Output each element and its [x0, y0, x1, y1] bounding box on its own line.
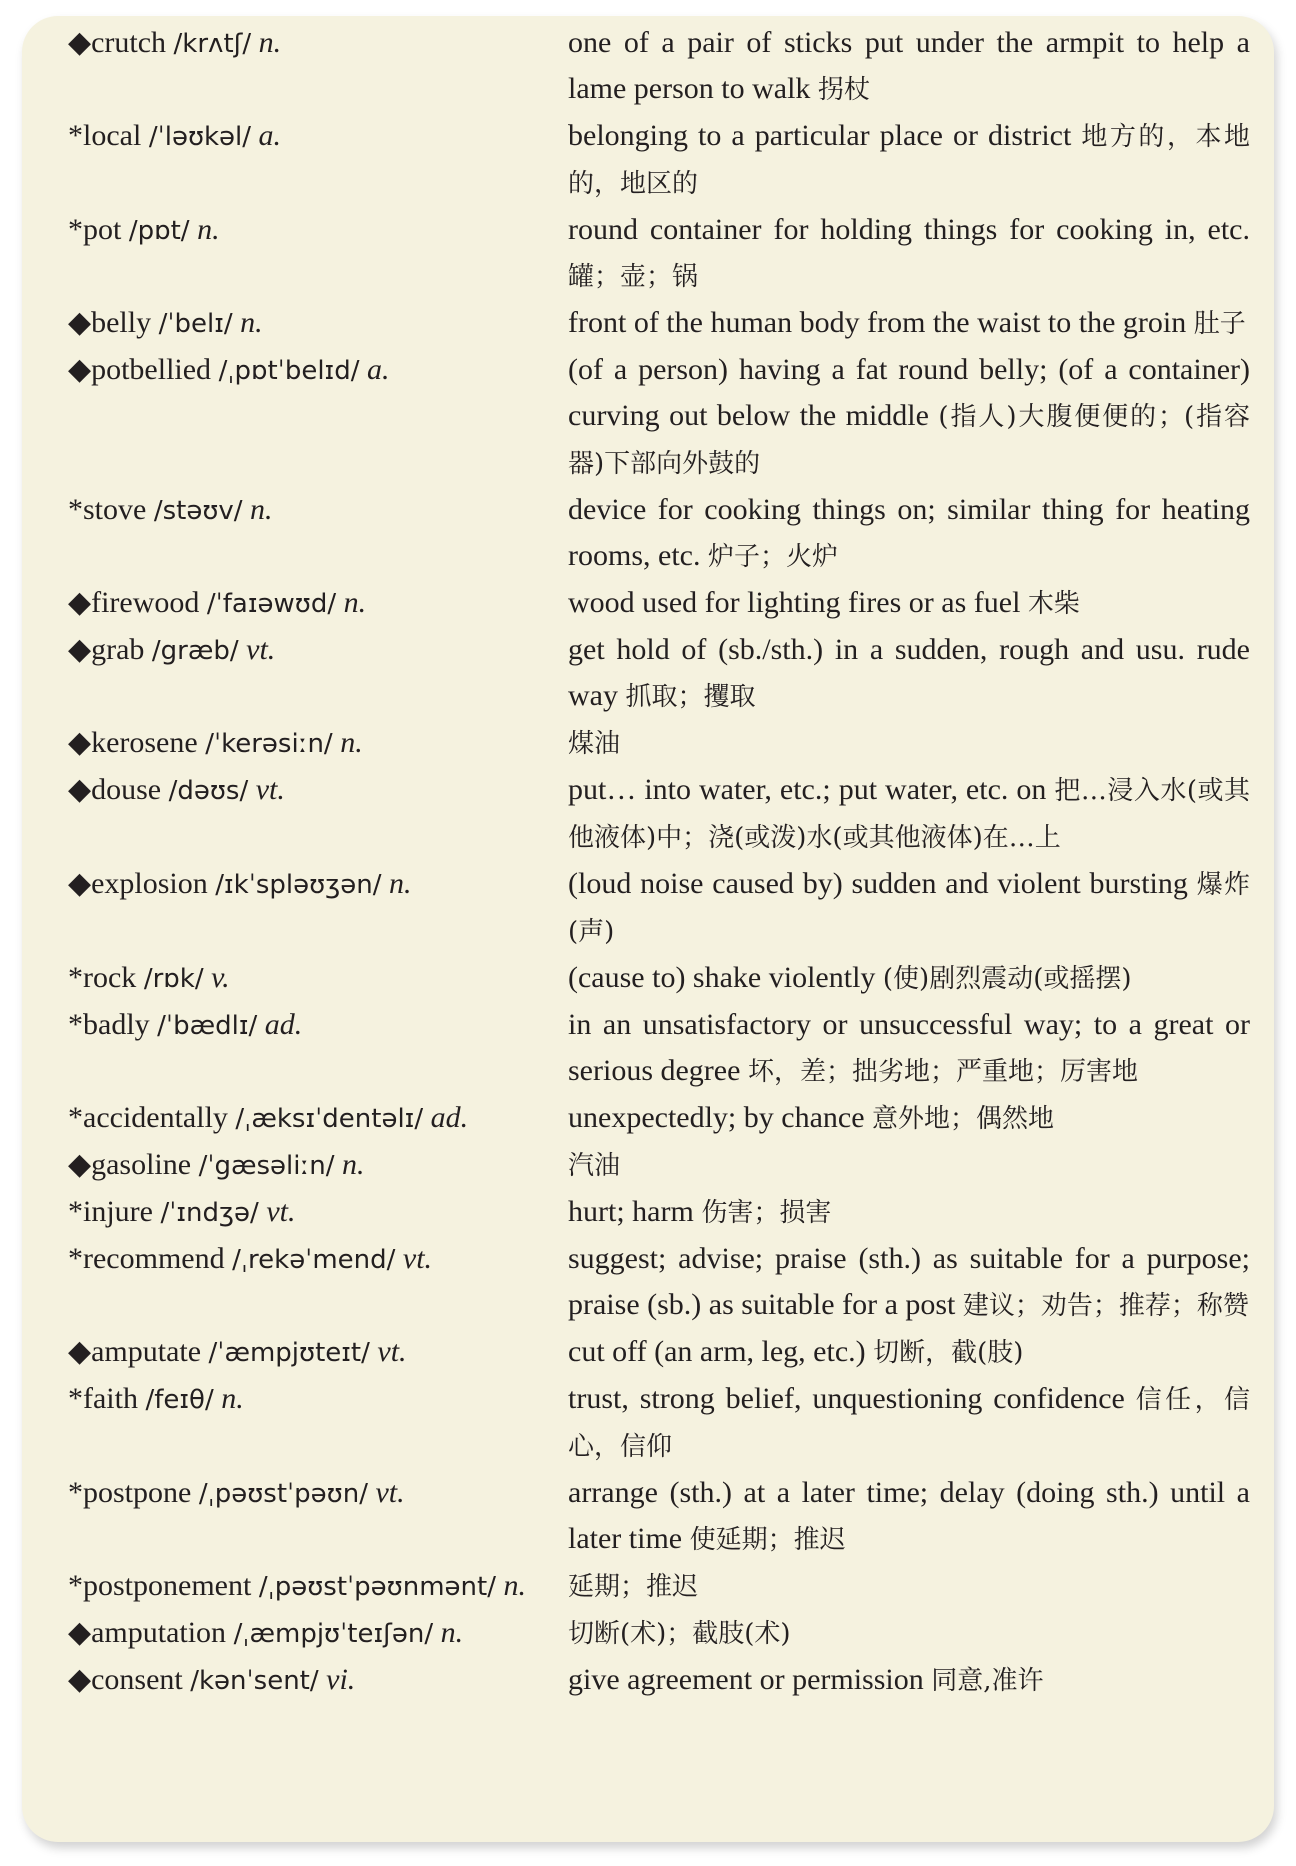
vocabulary-entry	[48, 487, 1274, 580]
entry-phonetic: /ˈæmpjʊteɪt/	[208, 1338, 370, 1368]
entry-definition	[568, 627, 1250, 720]
entry-part-of-speech: n.	[388, 867, 412, 900]
entry-marker: ◆	[68, 726, 92, 759]
entry-definition	[568, 1329, 1250, 1376]
entry-phonetic: /stəʊv/	[153, 496, 243, 526]
entry-headword	[48, 487, 568, 580]
entry-marker: ◆	[68, 1616, 92, 1649]
entry-word: injure	[83, 1195, 153, 1228]
entry-phonetic: /dəʊs/	[168, 776, 249, 806]
entry-headword	[48, 1329, 568, 1376]
entry-definition-cn: 意外地；偶然地	[872, 1104, 1055, 1134]
entry-headword	[48, 1470, 568, 1563]
entry-part-of-speech: n.	[503, 1569, 526, 1602]
entry-part-of-speech: vt.	[246, 633, 276, 666]
entry-definition-cn: 伤害；损害	[701, 1198, 832, 1228]
entry-marker: ◆	[68, 1148, 92, 1181]
entry-marker: ◆	[68, 353, 92, 386]
entry-definition-en: cut off (an arm, leg, etc.)	[568, 1335, 866, 1368]
entry-marker: *	[68, 1569, 83, 1602]
entry-definition	[568, 767, 1250, 861]
entry-definition-cn: 抓取；攫取	[625, 682, 756, 712]
entry-definition-cn: 延期；推迟	[568, 1572, 699, 1602]
entry-phonetic: /ˈkerəsiːn/	[205, 729, 333, 759]
entry-definition-cn: 肚子	[1193, 309, 1246, 339]
entry-phonetic: /ˌæmpjʊˈteɪʃən/	[233, 1619, 434, 1649]
entry-word: grab	[91, 633, 145, 666]
vocabulary-entry	[48, 20, 1274, 113]
entry-definition-cn: 使延期；推迟	[689, 1525, 846, 1555]
entry-word: douse	[91, 773, 162, 806]
entry-marker: ◆	[68, 633, 92, 666]
entry-definition-cn: 汽油	[568, 1151, 621, 1181]
entry-part-of-speech: n.	[221, 1382, 244, 1415]
entry-marker: *	[68, 1476, 83, 1509]
vocabulary-entry	[48, 1610, 1274, 1657]
entry-definition-en: get hold of (sb./sth.) in a sudden, rough and usu. rude way	[568, 633, 1250, 712]
entry-marker: ◆	[68, 586, 92, 619]
vocabulary-entry	[48, 347, 1274, 487]
vocabulary-entry	[48, 207, 1274, 300]
entry-word: firewood	[91, 586, 200, 619]
entry-definition-cn: 炉子；火炉	[707, 542, 838, 572]
entry-headword	[48, 627, 568, 720]
entry-definition-cn: 罐；壶；锅	[568, 262, 699, 292]
entry-marker: *	[68, 1008, 83, 1041]
entry-headword	[48, 767, 568, 861]
entry-part-of-speech: vi.	[326, 1663, 356, 1696]
entry-phonetic: /ˌrekəˈmend/	[232, 1245, 396, 1275]
entry-definition-en: device for cooking things on; similar thing for heating rooms, etc.	[568, 493, 1250, 572]
entry-phonetic: /rɒk/	[143, 964, 204, 994]
vocabulary-entry	[48, 300, 1274, 347]
vocabulary-entry	[48, 767, 1274, 861]
entry-word: stove	[83, 493, 147, 526]
entry-definition-cn: (指人)大腹便便的；(指容器)下部向外鼓的	[568, 402, 1251, 479]
entry-definition-en: front of the human body from the waist to the groin	[568, 306, 1187, 339]
entry-phonetic: /pɒt/	[128, 216, 190, 246]
entry-part-of-speech: n.	[250, 493, 273, 526]
entry-definition	[568, 1236, 1250, 1329]
entry-headword	[48, 1563, 568, 1610]
entry-marker: ◆	[68, 867, 92, 900]
entry-marker: ◆	[68, 1663, 92, 1696]
entry-definition-en: (of a person) having a fat round belly; (of a container) curving out below the middle	[568, 353, 1250, 432]
vocabulary-entry	[48, 720, 1274, 767]
entry-definition	[568, 720, 1250, 767]
entry-phonetic: /kənˈsent/	[190, 1666, 319, 1696]
entry-part-of-speech: n.	[340, 726, 363, 759]
entry-part-of-speech: ad.	[430, 1101, 469, 1134]
entry-phonetic: /græb/	[151, 636, 239, 666]
entry-part-of-speech: n.	[197, 213, 220, 246]
entry-definition	[568, 1563, 1250, 1610]
entry-definition	[568, 1657, 1250, 1704]
entry-definition-en: belonging to a particular place or district	[568, 119, 1072, 152]
entry-definition	[568, 1002, 1250, 1095]
entry-definition-en: (loud noise caused by) sudden and violent bursting	[568, 867, 1188, 900]
entry-definition	[568, 207, 1250, 300]
entry-word: local	[83, 119, 142, 152]
vocabulary-card	[22, 16, 1274, 1842]
entry-headword	[48, 1657, 568, 1704]
entry-marker: ◆	[68, 773, 92, 806]
entry-marker: ◆	[68, 306, 92, 339]
entry-definition	[568, 1470, 1250, 1563]
entry-definition	[568, 347, 1250, 487]
entry-headword	[48, 1142, 568, 1189]
entry-phonetic: /ˌpəʊstˈpəʊnmənt/	[258, 1572, 496, 1602]
entry-phonetic: /ˌpəʊstˈpəʊn/	[198, 1479, 368, 1509]
entry-definition	[568, 20, 1250, 113]
entry-definition-en: put… into water, etc.; put water, etc. on	[568, 773, 1047, 806]
entry-phonetic: /ˈɪndʒə/	[160, 1198, 259, 1228]
vocabulary-entry	[48, 1563, 1274, 1610]
entry-headword	[48, 1002, 568, 1095]
entry-part-of-speech: vt.	[266, 1195, 296, 1228]
entry-phonetic: /krʌtʃ/	[173, 29, 252, 59]
entry-part-of-speech: n.	[343, 586, 367, 619]
entry-definition-en: give agreement or permission	[568, 1663, 924, 1696]
entry-definition-en: one of a pair of sticks put under the armpit to help a lame person to walk	[568, 26, 1250, 105]
entry-word: recommend	[83, 1242, 225, 1275]
entry-definition-en: suggest; advise; praise (sth.) as suitable for a purpose; praise (sb.) as suitable for a post	[568, 1242, 1250, 1321]
vocabulary-entry	[48, 1376, 1274, 1470]
entry-word: potbellied	[91, 353, 212, 386]
entry-headword	[48, 300, 568, 347]
entry-definition	[568, 861, 1250, 955]
entry-definition-en: hurt; harm	[568, 1195, 694, 1228]
entry-definition-cn: 信任，信心，信仰	[568, 1385, 1250, 1462]
entry-part-of-speech: ad.	[264, 1008, 303, 1041]
entry-definition-cn: 爆炸(声)	[568, 870, 1250, 947]
entry-phonetic: /feɪθ/	[145, 1385, 214, 1415]
entry-definition-en: (cause to) shake violently	[568, 961, 876, 994]
entry-definition-en: wood used for lighting fires or as fuel	[568, 586, 1021, 619]
entry-definition-cn: 切断(术)；截肢(术)	[568, 1619, 791, 1649]
entry-word: rock	[83, 961, 137, 994]
entry-definition	[568, 1189, 1250, 1236]
entry-phonetic: /ɪkˈspləʊʒən/	[215, 870, 382, 900]
entry-definition-en: in an unsatisfactory or unsuccessful way; to a great or serious degree	[568, 1008, 1250, 1087]
entry-part-of-speech: vt.	[402, 1242, 433, 1275]
vocabulary-entry	[48, 1657, 1274, 1704]
entry-part-of-speech: n.	[258, 26, 282, 59]
entry-marker: *	[68, 961, 83, 994]
entry-headword	[48, 955, 568, 1002]
entry-definition	[568, 1142, 1250, 1189]
vocabulary-entry	[48, 955, 1274, 1002]
entry-definition-cn: 建议；劝告；推荐；称赞	[962, 1291, 1249, 1321]
entry-definition	[568, 300, 1250, 347]
entry-phonetic: /ˌæksɪˈdentəlɪ/	[235, 1104, 424, 1134]
vocabulary-entry	[48, 1095, 1274, 1142]
entry-word: amputate	[91, 1335, 202, 1368]
entry-definition-cn: 同意,准许	[931, 1666, 1044, 1696]
entry-marker: *	[68, 119, 83, 152]
entry-headword	[48, 1095, 568, 1142]
entry-part-of-speech: n.	[440, 1616, 464, 1649]
entry-word: postponement	[83, 1569, 252, 1602]
entry-headword	[48, 720, 568, 767]
entry-phonetic: /ˈfaɪəwʊd/	[206, 589, 337, 619]
entry-word: pot	[83, 213, 122, 246]
entry-headword	[48, 207, 568, 300]
entry-headword	[48, 580, 568, 627]
entry-definition-en: arrange (sth.) at a later time; delay (doing sth.) until a later time	[568, 1476, 1250, 1555]
entry-part-of-speech: vt.	[377, 1335, 407, 1368]
entry-definition	[568, 113, 1250, 207]
entry-word: postpone	[83, 1476, 192, 1509]
entry-marker: *	[68, 1382, 83, 1415]
entry-word: consent	[91, 1663, 183, 1696]
vocabulary-entry	[48, 1470, 1274, 1563]
vocabulary-entry	[48, 1142, 1274, 1189]
entry-marker: *	[68, 213, 83, 246]
entry-phonetic: /ˈləʊkəl/	[148, 122, 252, 152]
entry-headword	[48, 347, 568, 487]
entry-headword	[48, 861, 568, 955]
entry-part-of-speech: a.	[258, 119, 282, 152]
entry-definition-en: unexpectedly; by chance	[568, 1101, 865, 1134]
entry-definition	[568, 955, 1250, 1002]
entry-headword	[48, 113, 568, 207]
entry-marker: ◆	[68, 26, 92, 59]
entry-definition-cn: 坏，差；拙劣地；严重地；厉害地	[747, 1057, 1138, 1087]
vocabulary-entry	[48, 1002, 1274, 1095]
entry-word: belly	[91, 306, 152, 339]
entry-marker: *	[68, 1101, 83, 1134]
entry-part-of-speech: n.	[342, 1148, 365, 1181]
entry-word: gasoline	[91, 1148, 192, 1181]
entry-headword	[48, 1189, 568, 1236]
entry-definition-en: round container for holding things for cooking in, etc.	[568, 213, 1250, 246]
vocabulary-entry	[48, 1189, 1274, 1236]
entry-marker: ◆	[68, 1335, 92, 1368]
vocabulary-entry	[48, 580, 1274, 627]
vocabulary-entry	[48, 1329, 1274, 1376]
vocabulary-entry	[48, 861, 1274, 955]
vocabulary-list	[48, 20, 1274, 1704]
vocabulary-entry	[48, 113, 1274, 207]
entry-definition-cn: 煤油	[568, 729, 621, 759]
entry-definition	[568, 1610, 1250, 1657]
entry-word: faith	[83, 1382, 138, 1415]
entry-definition-cn: 木柴	[1027, 589, 1080, 619]
entry-word: crutch	[91, 26, 167, 59]
entry-marker: *	[68, 1195, 83, 1228]
entry-definition-cn: 把…浸入水(或其他液体)中；浇(或泼)水(或其他液体)在…上	[568, 776, 1250, 853]
entry-part-of-speech: vt.	[255, 773, 285, 806]
entry-word: explosion	[91, 867, 208, 900]
entry-word: accidentally	[83, 1101, 228, 1134]
entry-definition-cn: (使)剧烈震动(或摇摆)	[882, 964, 1132, 994]
entry-word: amputation	[91, 1616, 227, 1649]
entry-phonetic: /ˈbelɪ/	[158, 309, 233, 339]
vocabulary-entry	[48, 1236, 1274, 1329]
entry-marker: *	[68, 1242, 83, 1275]
entry-part-of-speech: n.	[240, 306, 263, 339]
entry-phonetic: /ˈbædlɪ/	[157, 1011, 258, 1041]
entry-definition-cn: 切断，截(肢)	[873, 1338, 1024, 1368]
entry-definition	[568, 1095, 1250, 1142]
entry-definition-cn: 拐杖	[817, 75, 870, 105]
entry-part-of-speech: v.	[211, 961, 230, 994]
entry-word: kerosene	[91, 726, 198, 759]
entry-phonetic: /ˈgæsəliːn/	[198, 1151, 335, 1181]
entry-definition-en: trust, strong belief, unquestioning confidence	[568, 1382, 1125, 1415]
entry-definition	[568, 487, 1250, 580]
entry-definition-cn: 地方的，本地的，地区的	[568, 122, 1250, 199]
entry-headword	[48, 1376, 568, 1470]
entry-headword	[48, 20, 568, 113]
entry-headword	[48, 1610, 568, 1657]
vocabulary-entry	[48, 627, 1274, 720]
entry-definition	[568, 580, 1250, 627]
entry-word: badly	[83, 1008, 150, 1041]
entry-definition	[568, 1376, 1250, 1470]
entry-part-of-speech: a.	[366, 353, 390, 386]
entry-marker: *	[68, 493, 83, 526]
entry-headword	[48, 1236, 568, 1329]
entry-phonetic: /ˌpɒtˈbelɪd/	[218, 356, 360, 386]
entry-part-of-speech: vt.	[375, 1476, 405, 1509]
